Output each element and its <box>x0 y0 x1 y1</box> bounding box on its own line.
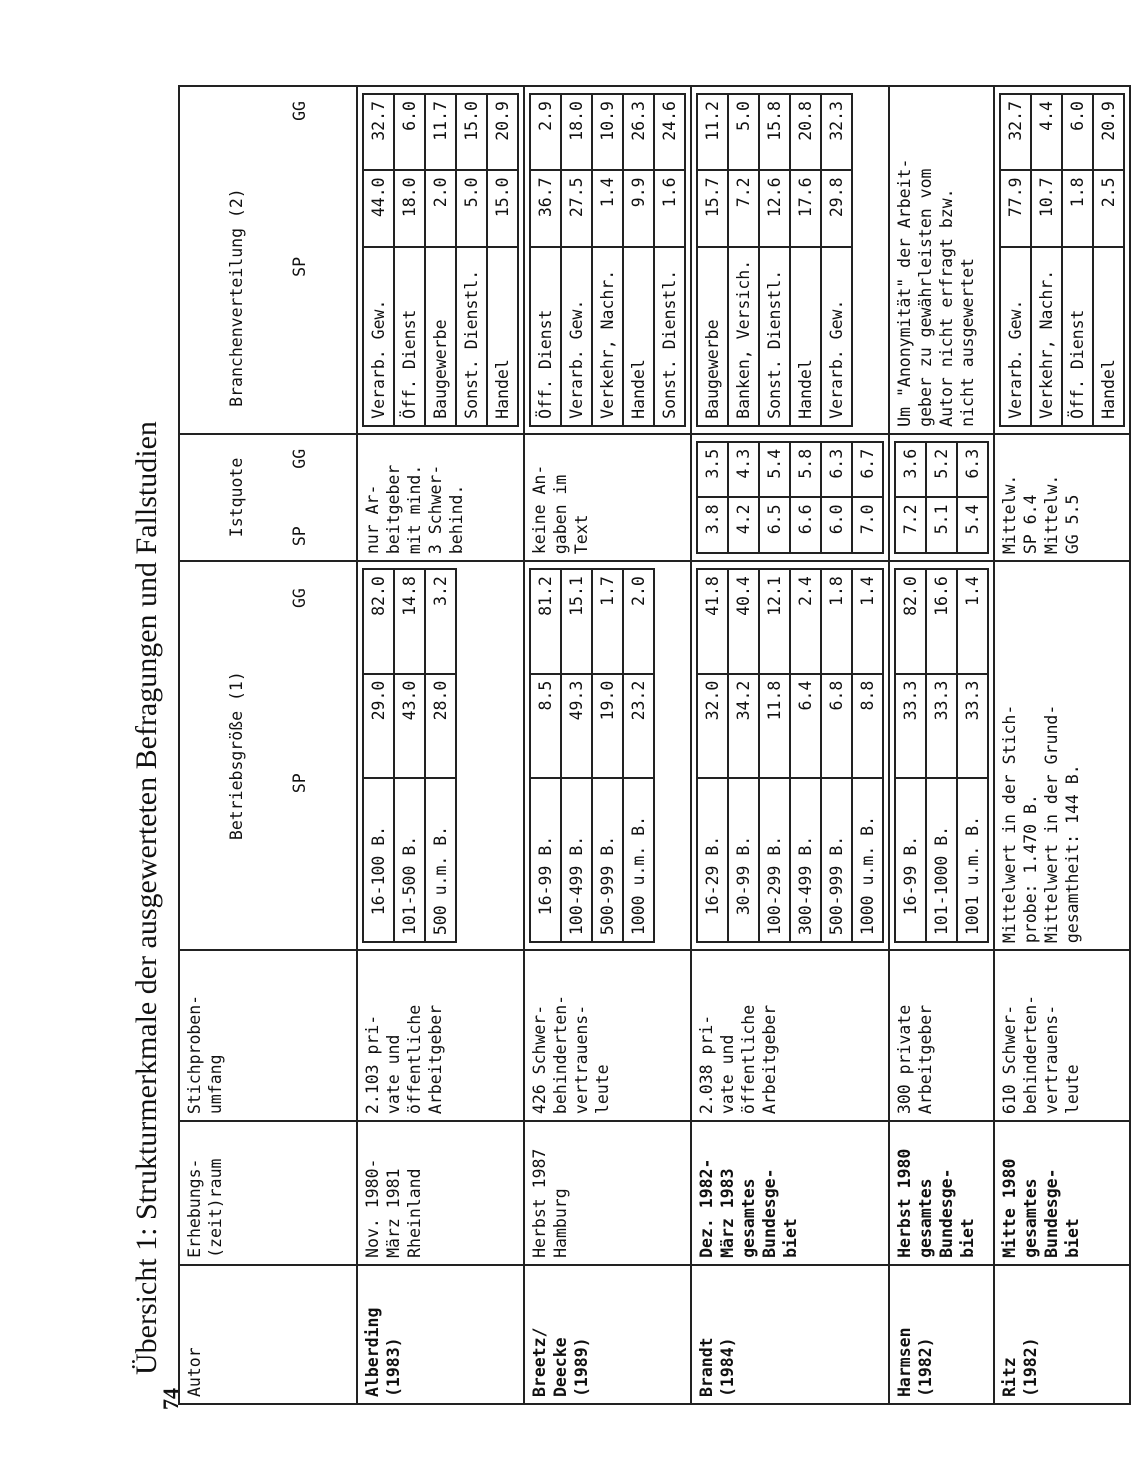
branche-gg: 26.3 <box>623 94 654 170</box>
header-betrieb-title: Betriebsgröße (1) <box>227 671 246 841</box>
ist-list <box>894 441 989 554</box>
branche-gg: 10.9 <box>592 94 623 170</box>
betrieb-entry <box>759 569 790 942</box>
header-autor: Autor <box>179 1265 357 1404</box>
betrieb-sp: 6.8 <box>821 674 852 779</box>
betrieb-list <box>696 568 884 943</box>
cell-autor: Harmsen (1982) <box>889 1265 994 1404</box>
cell-umfang: 610 Schwer- behinderten- vertrauens- leute <box>994 950 1130 1121</box>
branche-sp: 36.7 <box>530 170 561 246</box>
betrieb-sp: 29.0 <box>363 674 394 779</box>
betrieb-label: 300-499 B. <box>790 778 821 942</box>
cell-branche: Um "Anonymität" der Arbeit- geber zu gewährleisten vom Autor nicht erfragt bzw. nicht ausgewertet <box>889 86 994 434</box>
betrieb-gg: 81.2 <box>530 569 561 674</box>
cell-ist: nur Ar- beitgeber mit mind. 3 Schwer- behind. <box>357 434 524 561</box>
betrieb-gg: 16.6 <box>926 569 957 674</box>
branche-entry <box>1093 94 1124 426</box>
branche-gg: 32.7 <box>363 94 394 170</box>
branche-list <box>362 93 519 427</box>
ist-gg: 6.3 <box>957 442 988 498</box>
betrieb-entry <box>623 569 654 942</box>
branche-list <box>696 93 853 427</box>
branche-sp: 9.9 <box>623 170 654 246</box>
branche-entry <box>1062 94 1093 426</box>
header-branche-gg: GG <box>290 101 309 121</box>
table-row <box>357 86 524 1404</box>
branche-label: Banken, Versich. <box>728 247 759 426</box>
betrieb-label: 16-99 B. <box>895 778 926 942</box>
table-body <box>357 86 1130 1404</box>
betrieb-entry <box>728 569 759 942</box>
betrieb-gg: 1.4 <box>852 569 883 674</box>
betrieb-entry <box>394 569 425 942</box>
ist-gg: 3.5 <box>697 442 728 498</box>
ist-entry <box>759 442 790 553</box>
header-ist <box>179 434 357 561</box>
branche-sp: 77.9 <box>1000 170 1031 246</box>
branche-entry <box>530 94 561 426</box>
betrieb-gg: 1.4 <box>957 569 988 674</box>
branche-gg: 6.0 <box>394 94 425 170</box>
header-betrieb-sub <box>289 568 310 943</box>
branche-gg: 24.6 <box>654 94 685 170</box>
betrieb-sp: 11.8 <box>759 674 790 779</box>
betrieb-label: 16-99 B. <box>530 778 561 942</box>
cell-raum: Nov. 1980- März 1981 Rheinland <box>357 1121 524 1265</box>
branche-label: Sonst. Dienstl. <box>456 247 487 426</box>
branche-label: Baugewerbe <box>697 247 728 426</box>
cell-branche <box>357 86 524 434</box>
branche-sp: 15.0 <box>487 170 518 246</box>
header-umfang: Stichproben- umfang <box>179 950 357 1121</box>
betrieb-entry <box>592 569 623 942</box>
betrieb-label: 500-999 B. <box>821 778 852 942</box>
branche-label: Handel <box>790 247 821 426</box>
table-row <box>691 86 889 1404</box>
header-ist-sub <box>289 441 310 554</box>
cell-ist <box>691 434 889 561</box>
betrieb-sp: 8.5 <box>530 674 561 779</box>
betrieb-sp: 49.3 <box>561 674 592 779</box>
branche-gg: 2.9 <box>530 94 561 170</box>
branche-entry <box>654 94 685 426</box>
ist-sp: 4.2 <box>728 497 759 553</box>
betrieb-gg: 1.7 <box>592 569 623 674</box>
branche-label: Verarb. Gew. <box>1000 247 1031 426</box>
cell-autor: Ritz (1982) <box>994 1265 1130 1404</box>
betrieb-gg: 2.4 <box>790 569 821 674</box>
betrieb-label: 1000 u.m. B. <box>623 778 654 942</box>
betrieb-sp: 19.0 <box>592 674 623 779</box>
betrieb-label: 1000 u.m. B. <box>852 778 883 942</box>
betrieb-label: 500 u.m. B. <box>425 778 456 942</box>
betrieb-sp: 33.3 <box>926 674 957 779</box>
branche-entry <box>623 94 654 426</box>
cell-autor: Brandt (1984) <box>691 1265 889 1404</box>
header-ist-gg: GG <box>290 448 309 469</box>
ist-sp: 7.0 <box>852 497 883 553</box>
betrieb-gg: 15.1 <box>561 569 592 674</box>
cell-betrieb <box>357 561 524 950</box>
cell-umfang: 2.103 pri- vate und öffentliche Arbeitgeber <box>357 950 524 1121</box>
ist-gg: 4.3 <box>728 442 759 498</box>
cell-betrieb: Mittelwert in der Stich- probe: 1.470 B. Mittelwert in der Grund- gesamtheit: 144 B. <box>994 561 1130 950</box>
branche-gg: 18.0 <box>561 94 592 170</box>
branche-entry <box>821 94 852 426</box>
cell-autor: Alberding (1983) <box>357 1265 524 1404</box>
cell-ist: keine An- gaben im Text <box>524 434 691 561</box>
betrieb-gg: 14.8 <box>394 569 425 674</box>
branche-entry <box>790 94 821 426</box>
branche-label: Handel <box>487 247 518 426</box>
betrieb-sp: 43.0 <box>394 674 425 779</box>
ist-entry <box>728 442 759 553</box>
header-ist-sp: SP <box>290 526 309 547</box>
branche-entry <box>592 94 623 426</box>
ist-gg: 6.7 <box>852 442 883 498</box>
branche-gg: 15.8 <box>759 94 790 170</box>
cell-raum: Mitte 1980 gesamtes Bundesge- biet <box>994 1121 1130 1265</box>
cell-ist <box>889 434 994 561</box>
branche-entry <box>1000 94 1031 426</box>
betrieb-gg: 2.0 <box>623 569 654 674</box>
branche-gg: 11.2 <box>697 94 728 170</box>
branche-gg: 20.9 <box>487 94 518 170</box>
header-betrieb-gg: GG <box>290 588 309 608</box>
betrieb-entry <box>926 569 957 942</box>
cell-raum: Herbst 1980 gesamtes Bundesge- biet <box>889 1121 994 1265</box>
branche-sp: 12.6 <box>759 170 790 246</box>
branche-sp: 1.4 <box>592 170 623 246</box>
ist-gg: 5.8 <box>790 442 821 498</box>
branche-label: Verkehr, Nachr. <box>1031 247 1062 426</box>
header-raum: Erhebungs- (zeit)raum <box>179 1121 357 1265</box>
betrieb-gg: 82.0 <box>363 569 394 674</box>
branche-sp: 17.6 <box>790 170 821 246</box>
cell-umfang: 300 private Arbeitgeber <box>889 950 994 1121</box>
branche-list <box>529 93 686 427</box>
branche-gg: 32.3 <box>821 94 852 170</box>
ist-sp: 6.6 <box>790 497 821 553</box>
betrieb-list <box>894 568 989 943</box>
ist-sp: 7.2 <box>895 497 926 553</box>
betrieb-entry <box>790 569 821 942</box>
betrieb-sp: 33.3 <box>957 674 988 779</box>
branche-entry <box>363 94 394 426</box>
cell-betrieb <box>889 561 994 950</box>
branche-sp: 15.7 <box>697 170 728 246</box>
betrieb-label: 100-299 B. <box>759 778 790 942</box>
betrieb-sp: 8.8 <box>852 674 883 779</box>
betrieb-entry <box>561 569 592 942</box>
branche-sp: 27.5 <box>561 170 592 246</box>
branche-sp: 5.0 <box>456 170 487 246</box>
ist-list <box>696 441 884 554</box>
branche-sp: 7.2 <box>728 170 759 246</box>
betrieb-entry <box>852 569 883 942</box>
betrieb-sp: 6.4 <box>790 674 821 779</box>
branche-entry <box>1031 94 1062 426</box>
betrieb-entry <box>425 569 456 942</box>
page-number: 74 <box>158 1388 183 1410</box>
betrieb-entry <box>363 569 394 942</box>
cell-ist: Mittelw. SP 6.4 Mittelw. GG 5.5 <box>994 434 1130 561</box>
branche-gg: 32.7 <box>1000 94 1031 170</box>
cell-raum: Dez. 1982- März 1983 gesamtes Bundesge- biet <box>691 1121 889 1265</box>
betrieb-entry <box>530 569 561 942</box>
cell-betrieb <box>691 561 889 950</box>
branche-sp: 1.8 <box>1062 170 1093 246</box>
table-row <box>994 86 1130 1404</box>
header-branche-title: Branchenverteilung (2) <box>227 188 246 407</box>
branche-entry <box>759 94 790 426</box>
betrieb-label: 101-500 B. <box>394 778 425 942</box>
header-row <box>179 86 357 1404</box>
ist-entry <box>926 442 957 553</box>
betrieb-entry <box>957 569 988 942</box>
branche-gg: 5.0 <box>728 94 759 170</box>
header-branche-sp: SP <box>290 256 309 277</box>
ist-sp: 3.8 <box>697 497 728 553</box>
branche-sp: 1.6 <box>654 170 685 246</box>
ist-entry <box>821 442 852 553</box>
betrieb-label: 500-999 B. <box>592 778 623 942</box>
betrieb-entry <box>895 569 926 942</box>
betrieb-label: 101-1000 B. <box>926 778 957 942</box>
branche-gg: 4.4 <box>1031 94 1062 170</box>
ist-sp: 6.5 <box>759 497 790 553</box>
betrieb-label: 16-29 B. <box>697 778 728 942</box>
betrieb-entry <box>697 569 728 942</box>
branche-label: Baugewerbe <box>425 247 456 426</box>
betrieb-gg: 12.1 <box>759 569 790 674</box>
branche-sp: 2.5 <box>1093 170 1124 246</box>
betrieb-sp: 34.2 <box>728 674 759 779</box>
rotated-content <box>130 80 1118 1405</box>
betrieb-sp: 33.3 <box>895 674 926 779</box>
cell-branche <box>524 86 691 434</box>
branche-entry <box>487 94 518 426</box>
branche-gg: 6.0 <box>1062 94 1093 170</box>
cell-umfang: 426 Schwer- behinderten- vertrauens- leute <box>524 950 691 1121</box>
overview-table <box>178 85 1131 1405</box>
betrieb-label: 30-99 B. <box>728 778 759 942</box>
header-betrieb-sp: SP <box>290 773 309 794</box>
branche-gg: 20.8 <box>790 94 821 170</box>
cell-raum: Herbst 1987 Hamburg <box>524 1121 691 1265</box>
ist-gg: 6.3 <box>821 442 852 498</box>
ist-entry <box>790 442 821 553</box>
branche-sp: 2.0 <box>425 170 456 246</box>
branche-label: Öff. Dienst <box>1062 247 1093 426</box>
betrieb-label: 1001 u.m. B. <box>957 778 988 942</box>
branche-sp: 10.7 <box>1031 170 1062 246</box>
branche-entry <box>728 94 759 426</box>
branche-entry <box>456 94 487 426</box>
ist-sp: 5.4 <box>957 497 988 553</box>
ist-gg: 5.2 <box>926 442 957 498</box>
branche-label: Sonst. Dienstl. <box>654 247 685 426</box>
betrieb-gg: 3.2 <box>425 569 456 674</box>
header-betrieb <box>179 561 357 950</box>
betrieb-list <box>529 568 655 943</box>
header-branche <box>179 86 357 434</box>
branche-list <box>999 93 1125 427</box>
betrieb-label: 100-499 B. <box>561 778 592 942</box>
branche-sp: 18.0 <box>394 170 425 246</box>
branche-label: Verkehr, Nachr. <box>592 247 623 426</box>
ist-entry <box>957 442 988 553</box>
branche-sp: 44.0 <box>363 170 394 246</box>
branche-label: Handel <box>1093 247 1124 426</box>
cell-autor: Breetz/ Deecke (1989) <box>524 1265 691 1404</box>
ist-gg: 5.4 <box>759 442 790 498</box>
page-title: Übersicht 1: Strukturmerkmale der ausgewerteten Befragungen und Fallstudien <box>130 421 163 1375</box>
branche-label: Verarb. Gew. <box>363 247 394 426</box>
branche-label: Verarb. Gew. <box>561 247 592 426</box>
ist-entry <box>895 442 926 553</box>
ist-entry <box>697 442 728 553</box>
branche-gg: 15.0 <box>456 94 487 170</box>
cell-branche <box>691 86 889 434</box>
branche-label: Handel <box>623 247 654 426</box>
header-ist-title: Istquote <box>227 457 246 538</box>
betrieb-sp: 28.0 <box>425 674 456 779</box>
betrieb-gg: 41.8 <box>697 569 728 674</box>
branche-gg: 11.7 <box>425 94 456 170</box>
branche-label: Öff. Dienst <box>394 247 425 426</box>
betrieb-sp: 23.2 <box>623 674 654 779</box>
branche-label: Sonst. Dienstl. <box>759 247 790 426</box>
table-row <box>524 86 691 1404</box>
header-branche-sub <box>289 93 310 427</box>
betrieb-gg: 82.0 <box>895 569 926 674</box>
branche-gg: 20.9 <box>1093 94 1124 170</box>
branche-label: Verarb. Gew. <box>821 247 852 426</box>
branche-entry <box>394 94 425 426</box>
branche-sp: 29.8 <box>821 170 852 246</box>
branche-entry <box>425 94 456 426</box>
ist-sp: 6.0 <box>821 497 852 553</box>
betrieb-gg: 40.4 <box>728 569 759 674</box>
cell-umfang: 2.038 pri- vate und öffentliche Arbeitgeber <box>691 950 889 1121</box>
branche-entry <box>561 94 592 426</box>
cell-branche <box>994 86 1130 434</box>
ist-entry <box>852 442 883 553</box>
betrieb-label: 16-100 B. <box>363 778 394 942</box>
betrieb-list <box>362 568 457 943</box>
betrieb-sp: 32.0 <box>697 674 728 779</box>
branche-label: Öff. Dienst <box>530 247 561 426</box>
ist-gg: 3.6 <box>895 442 926 498</box>
ist-sp: 5.1 <box>926 497 957 553</box>
cell-betrieb <box>524 561 691 950</box>
betrieb-entry <box>821 569 852 942</box>
table-row <box>889 86 994 1404</box>
branche-entry <box>697 94 728 426</box>
betrieb-gg: 1.8 <box>821 569 852 674</box>
